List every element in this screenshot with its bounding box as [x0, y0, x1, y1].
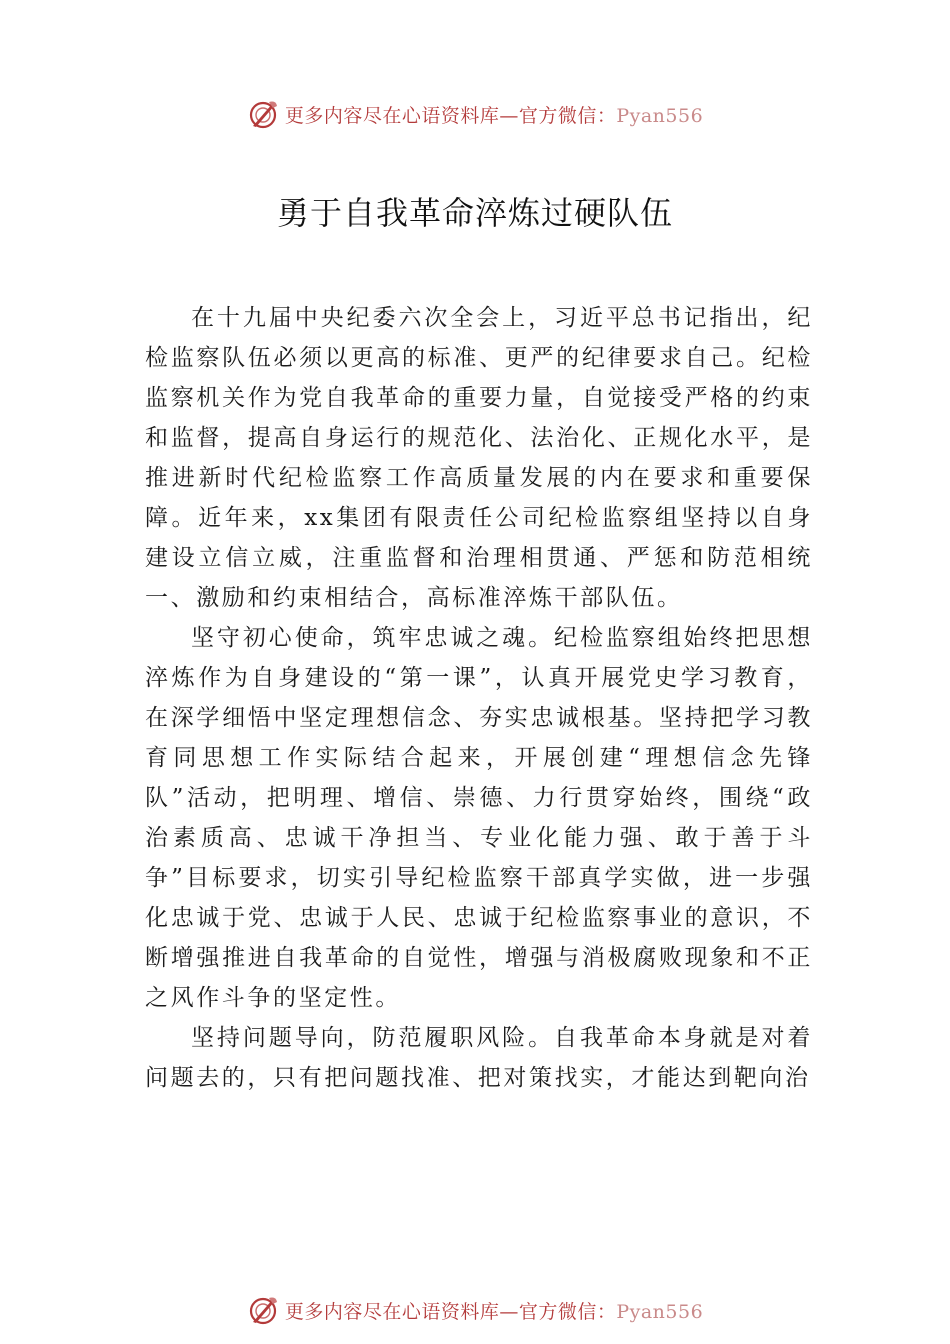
- paragraph: 在十九届中央纪委六次全会上，习近平总书记指出，纪检监察队伍必须以更高的标准、更严的纪律要求自己。纪检监察机关作为党自我革命的重要力量，自觉接受严格的约束和监督，提高自身运行的规范化、法治化、正规化水平，是推进新时代纪检监察工作高质量发展的内在要求和重要保障。近年来，xx集团有限责任公司纪检监察组坚持以自身建设立信立威，注重监督和治理相贯通、严惩和防范相统一、激励和约束相结合，高标准淬炼干部队伍。: [145, 305, 813, 611]
- paragraph: 坚守初心使命，筑牢忠诚之魂。纪检监察组始终把思想淬炼作为自身建设的“第一课”，认真开展党史学习教育，在深学细悟中坚定理想信念、夯实忠诚根基。坚持把学习教育同思想工作实际结合起来，开展创建“理想信念先锋队”活动，把明理、增信、崇德、力行贯穿始终，围绕“政治素质高、忠诚干净担当、专业化能力强、敢于善于斗争”目标要求，切实引导纪检监察干部真学实做，进一步强化忠诚于党、忠诚于人民、忠诚于纪检监察事业的意识，不断增强推进自我革命的自觉性，增强与消极腐败现象和不正之风作斗争的坚定性。: [145, 625, 813, 1011]
- watermark-footer: [0, 1290, 950, 1330]
- wechat-id: Pyan556: [616, 104, 704, 127]
- document-title: 勇于自我革命淬炼过硬队伍: [276, 194, 673, 232]
- watermark-header: [0, 94, 950, 134]
- watermark-text: 更多内容尽在心语资料库—官方微信：Pyan556: [284, 1300, 704, 1323]
- paragraph: 坚持问题导向，防范履职风险。自我革命本身就是对着问题去的，只有把问题找准、把对策找实，才能达到靶向治: [145, 1025, 813, 1091]
- wechat-id: Pyan556: [616, 1300, 704, 1323]
- document-body: [145, 298, 813, 1098]
- quill-seal-icon: [247, 1294, 279, 1326]
- quill-seal-icon: [247, 98, 279, 130]
- watermark-text: 更多内容尽在心语资料库—官方微信：Pyan556: [284, 104, 704, 127]
